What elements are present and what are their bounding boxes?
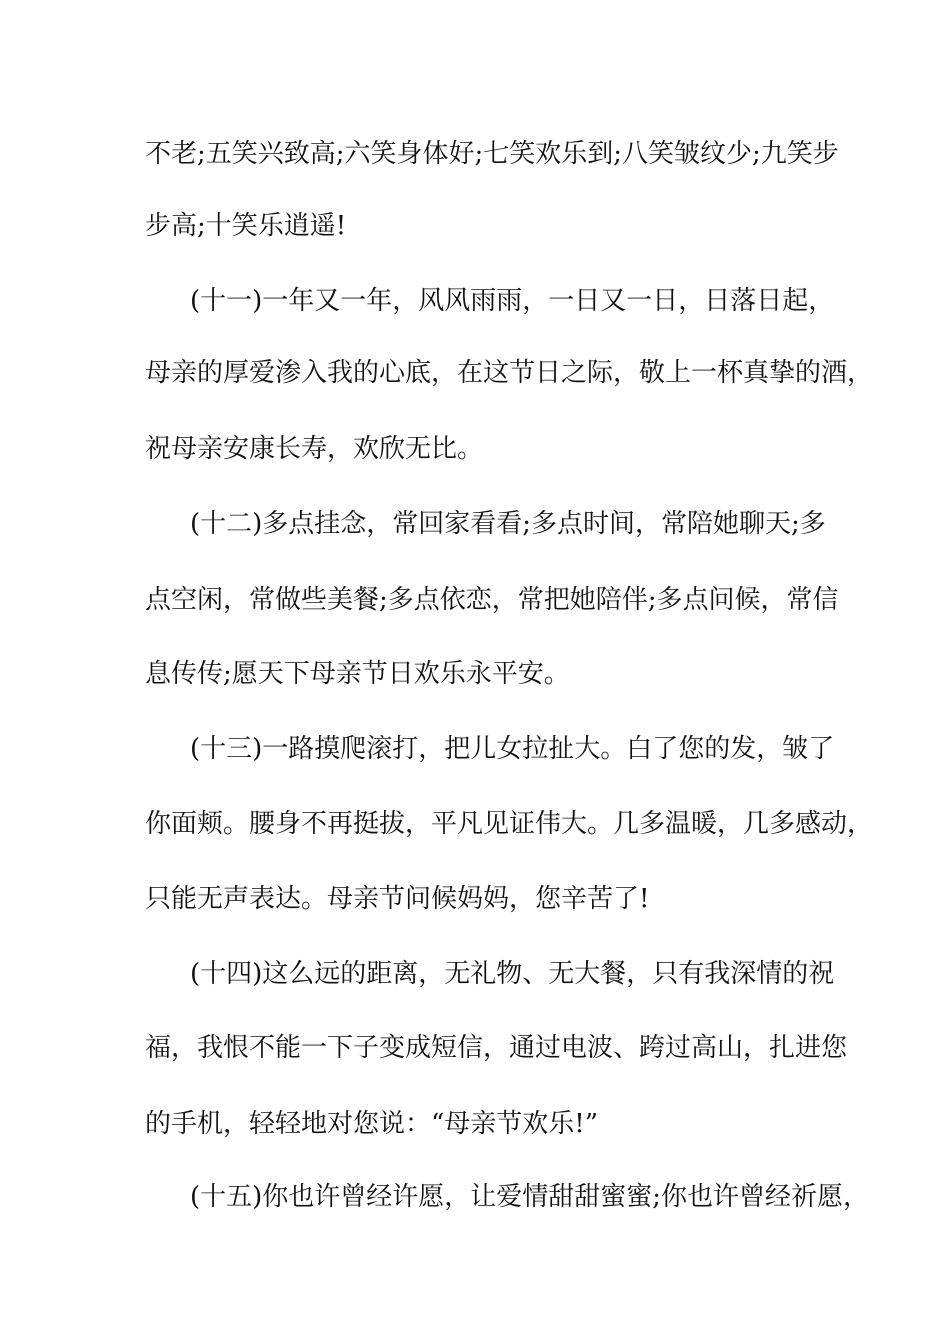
text-line: 点空闲，常做些美餐;多点依恋，常把她陪伴;多点问候，常信 (145, 585, 839, 615)
text-line: 你面颊。腰身不再挺拔，平凡见证伟大。几多温暖，几多感动， (145, 809, 874, 839)
text-line: 息传传;愿天下母亲节日欢乐永平安。 (145, 659, 570, 689)
paragraph-start-line: (十四)这么远的距离，无礼物、无大餐，只有我深情的祝 (190, 959, 835, 989)
text-line: 祝母亲安康长寿，欢欣无比。 (145, 434, 484, 464)
paragraph-start-line: (十一)一年又一年，风风雨雨，一日又一日，日落日起， (190, 286, 835, 316)
paragraph-start-line: (十五)你也许曾经许愿，让爱情甜甜蜜蜜;你也许曾经祈愿， (190, 1182, 870, 1212)
text-line: 不老;五笑兴致高;六笑身体好;七笑欢乐到;八笑皱纹少;九笑步 (145, 139, 839, 169)
paragraph-start-line: (十二)多点挂念，常回家看看;多点时间，常陪她聊天;多 (190, 509, 826, 539)
text-line: 福，我恨不能一下子变成短信，通过电波、跨过高山，扎进您 (145, 1033, 848, 1063)
text-line: 母亲的厚爱渗入我的心底，在这节日之际，敬上一杯真挚的酒， (145, 358, 874, 388)
text-line: 的手机，轻轻地对您说：“母亲节欢乐!” (145, 1109, 599, 1139)
paragraph-start-line: (十三)一路摸爬滚打，把儿女拉扯大。白了您的发，皱了 (190, 734, 835, 764)
text-line: 步高;十笑乐逍遥! (145, 211, 347, 241)
text-line: 只能无声表达。母亲节问候妈妈，您辛苦了! (145, 884, 650, 914)
